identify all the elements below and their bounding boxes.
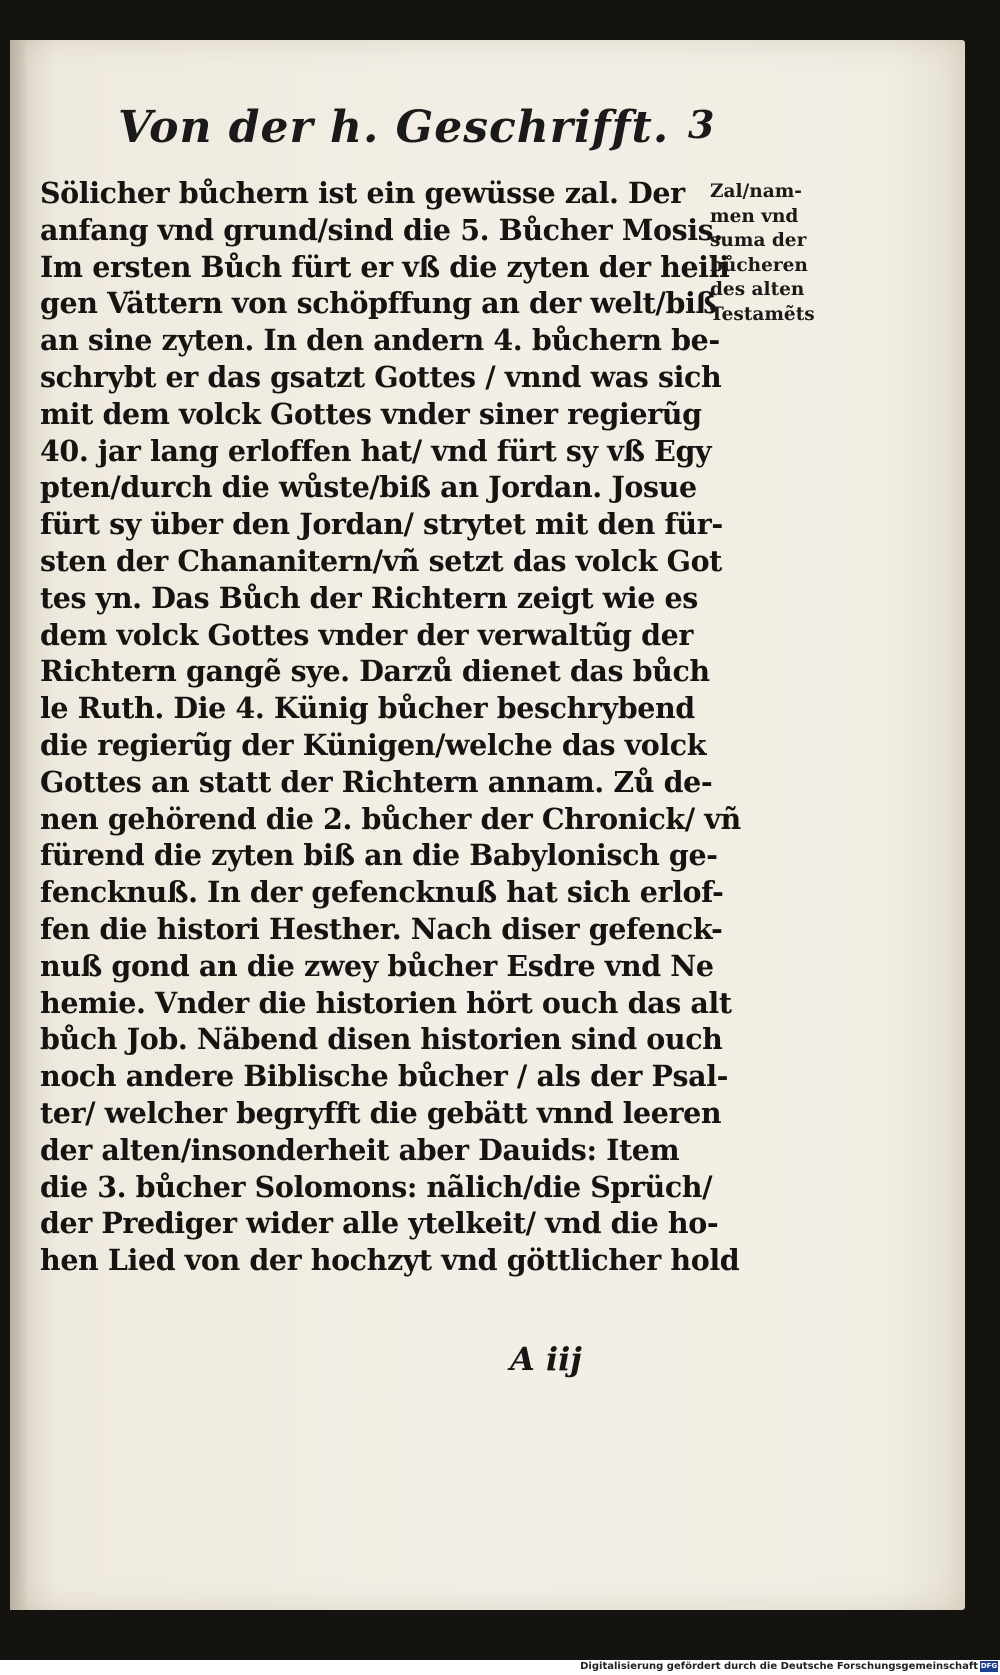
margin-note-line: men vnd xyxy=(710,205,799,227)
text-line: der Prediger wider alle ytelkeit/ vnd die ho- xyxy=(40,1206,719,1241)
text-line: an sine zyten. In den andern 4. bůchern be- xyxy=(40,323,720,358)
running-header xyxy=(118,90,718,160)
digitization-footer xyxy=(0,1660,1000,1675)
signature-mark: A iij xyxy=(510,1340,582,1378)
text-line: Richtern gangẽ sye. Darzů dienet das bůch xyxy=(40,654,710,689)
margin-note-line: des alten xyxy=(710,279,805,300)
text-line: hemie. Vnder die historien hört ouch das alt xyxy=(40,985,732,1020)
text-line: pten/durch die wůste/biß an Jordan. Josue xyxy=(40,470,697,505)
dfg-logo-icon: DFG xyxy=(980,1662,998,1670)
text-line: tes yn. Das Bůch der Richtern zeigt wie es xyxy=(40,580,698,615)
running-head-title: Von der h. Geschrifft. xyxy=(118,102,670,153)
text-line: fencknuß. In der gefencknuß hat sich erlof- xyxy=(40,875,724,910)
text-line: Sölicher bůchern ist ein gewüsse zal. Der xyxy=(40,176,685,210)
text-line: fürend die zyten biß an die Babylonisch ge- xyxy=(40,838,718,873)
text-line: ter/ welcher begryfft die gebätt vnnd leeren xyxy=(40,1095,722,1130)
text-line: gen Vättern von schöpffung an der welt/biß xyxy=(40,286,717,321)
text-line: nuß gond an die zwey bůcher Esdre vnd Ne xyxy=(40,948,714,983)
marginal-note xyxy=(710,180,820,327)
text-line: noch andere Biblische bůcher / als der Psal- xyxy=(40,1059,729,1094)
text-line: Gottes an statt der Richtern annam. Zů de- xyxy=(40,764,713,799)
text-line: fen die histori Hesther. Nach diser gefenck- xyxy=(40,911,723,946)
text-line: die regierũg der Künigen/welche das volck xyxy=(40,727,707,762)
footer-credit: Digitalisierung gefördert durch die Deutsche Forschungsgemeinschaft xyxy=(580,1661,978,1672)
text-line: die 3. bůcher Solomons: nãlich/die Sprüch/ xyxy=(40,1169,713,1204)
text-line: dem volck Gottes vnder der verwaltũg der xyxy=(40,617,693,652)
text-line: der alten/insonderheit aber Dauids: Item xyxy=(40,1132,680,1167)
text-line: sten der Chananitern/vñ setzt das volck Got xyxy=(40,543,722,578)
text-line: nen gehörend die 2. bůcher der Chronick/ vñ xyxy=(40,801,741,836)
text-line: hen Lied von der hochzyt vnd göttlicher hold xyxy=(40,1243,740,1278)
page-number: 3 xyxy=(688,102,715,147)
margin-note-line: bůcheren xyxy=(710,254,808,276)
text-line: Im ersten Bůch fürt er vß die zyten der heili xyxy=(40,249,730,284)
margin-note-line: Testamẽts xyxy=(710,303,815,325)
main-text-block xyxy=(40,175,741,1279)
text-line: mit dem volck Gottes vnder siner regierũg xyxy=(40,396,702,431)
text-line: fürt sy über den Jordan/ strytet mit den für- xyxy=(40,507,723,542)
text-line: le Ruth. Die 4. Künig bůcher beschrybend xyxy=(40,691,695,726)
margin-note-line: suma der xyxy=(710,230,807,251)
page-gutter-shadow xyxy=(10,40,28,1610)
text-line: anfang vnd grund/sind die 5. Bůcher Mosis. xyxy=(40,212,723,247)
text-line: 40. jar lang erloffen hat/ vnd fürt sy vß Egy xyxy=(40,433,712,468)
margin-note-line: Zal/nam- xyxy=(710,181,802,202)
text-line: bůch Job. Näbend disen historien sind ouch xyxy=(40,1022,723,1057)
text-line: schrybt er das gsatzt Gottes / vnnd was sich xyxy=(40,359,722,394)
